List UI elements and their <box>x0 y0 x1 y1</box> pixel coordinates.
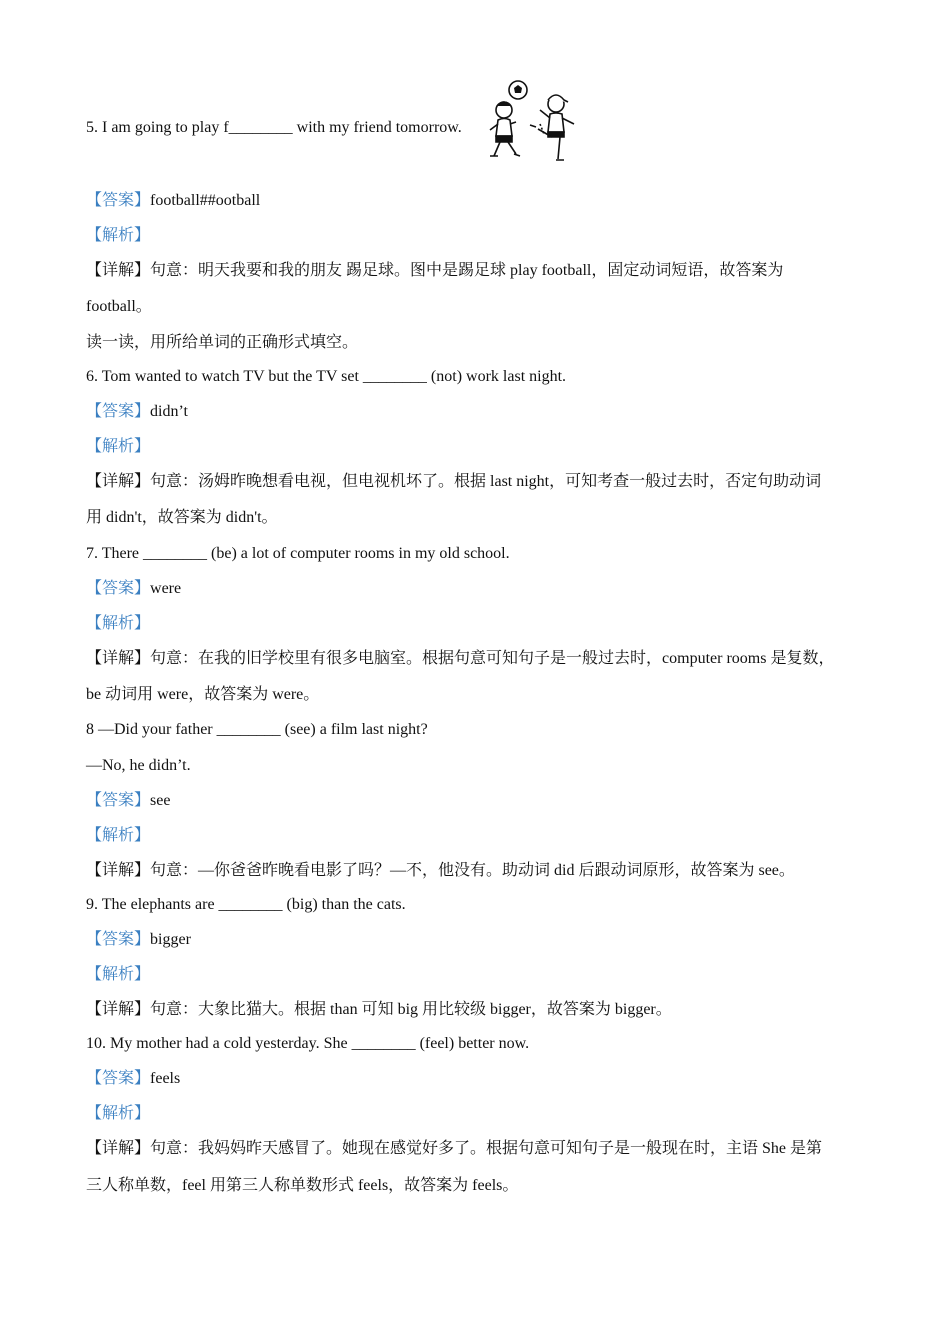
detail-tag: 【详解】 <box>86 262 151 279</box>
answer-text: bigger <box>150 931 191 948</box>
detail-6-line-2: 用 didn't，故答案为 didn't。 <box>86 509 278 526</box>
detail-text: 句意：大象比猫大。根据 than 可知 big 用比较级 bigger，故答案为 bigger。 <box>150 1001 672 1018</box>
analysis-tag: 【解析】 <box>86 827 151 844</box>
answer-5 <box>86 191 260 211</box>
kids-playing-football-illustration <box>476 74 588 170</box>
detail-text: 句意：我妈妈昨天感冒了。她现在感觉好多了。根据句意可知句子是一般现在时，主语 She 是第 <box>150 1140 823 1157</box>
question-10-text: 10. My mother had a cold yesterday. She ________ (feel) better now. <box>86 1035 530 1052</box>
detail-10-line-2: 三人称单数，feel 用第三人称单数形式 feels，故答案为 feels。 <box>86 1177 519 1194</box>
question-8-reply: —No, he didn’t. <box>86 757 191 774</box>
question-9-text: 9. The elephants are ________ (big) than the cats. <box>86 896 406 913</box>
analysis-tag: 【解析】 <box>86 966 151 983</box>
answer-tag: 【答案】 <box>86 792 151 809</box>
detail-5-line-2: football。 <box>86 298 152 315</box>
answer-9 <box>86 930 191 950</box>
answer-7 <box>86 579 181 599</box>
boy-left-figure <box>490 102 520 156</box>
answer-10 <box>86 1069 180 1089</box>
detail-10-line-1 <box>86 1139 822 1159</box>
answer-text: were <box>150 580 182 597</box>
detail-tag: 【详解】 <box>86 862 151 879</box>
analysis-tag: 【解析】 <box>86 438 151 455</box>
question-5 <box>86 118 462 138</box>
question-8-text: 8 —Did your father ________ (see) a film last night? <box>86 721 428 738</box>
analysis-tag: 【解析】 <box>86 1105 151 1122</box>
answer-tag: 【答案】 <box>86 580 151 597</box>
answer-text: didn’t <box>150 403 188 420</box>
section-instruction: 读一读，用所给单词的正确形式填空。 <box>86 334 359 351</box>
answer-text: feels <box>150 1070 181 1087</box>
answer-8 <box>86 791 170 811</box>
question-7-text: 7. There ________ (be) a lot of computer rooms in my old school. <box>86 545 510 562</box>
detail-7-line-2: be 动词用 were，故答案为 were。 <box>86 686 320 703</box>
detail-text: 句意：汤姆昨晚想看电视，但电视机坏了。根据 last night，可知考查一般过去时，否定句助动词 <box>150 473 822 490</box>
answer-text: see <box>150 792 171 809</box>
analysis-tag: 【解析】 <box>86 227 151 244</box>
detail-tag: 【详解】 <box>86 473 151 490</box>
answer-tag: 【答案】 <box>86 403 151 420</box>
detail-text: 句意：—你爸爸昨晚看电影了吗？—不，他没有。助动词 did 后跟动词原形，故答案为 see。 <box>150 862 795 879</box>
question-6-text: 6. Tom wanted to watch TV but the TV set ________ (not) work last night. <box>86 368 567 385</box>
football-icon <box>509 81 527 99</box>
answer-tag: 【答案】 <box>86 931 151 948</box>
detail-9-line-1 <box>86 1000 672 1020</box>
detail-6-line-1 <box>86 472 821 492</box>
answer-tag: 【答案】 <box>86 1070 151 1087</box>
answer-text: football##ootball <box>150 192 261 209</box>
answer-tag: 【答案】 <box>86 192 151 209</box>
detail-tag: 【详解】 <box>86 1140 151 1157</box>
detail-5-line-1 <box>86 261 783 281</box>
detail-text: 句意：在我的旧学校里有很多电脑室。根据句意可知句子是一般过去时，computer rooms 是复数， <box>150 650 835 667</box>
detail-tag: 【详解】 <box>86 650 151 667</box>
analysis-tag: 【解析】 <box>86 615 151 632</box>
answer-6 <box>86 402 188 422</box>
question-5-text: 5. I am going to play f________ with my friend tomorrow. <box>86 119 462 136</box>
detail-text: 句意：明天我要和我的朋友 踢足球。图中是踢足球 play football，固定动词短语，故答案为 <box>150 262 784 279</box>
detail-7-line-1 <box>86 649 834 669</box>
boy-right-figure <box>530 95 574 160</box>
detail-tag: 【详解】 <box>86 1001 151 1018</box>
detail-8-line-1 <box>86 861 795 881</box>
